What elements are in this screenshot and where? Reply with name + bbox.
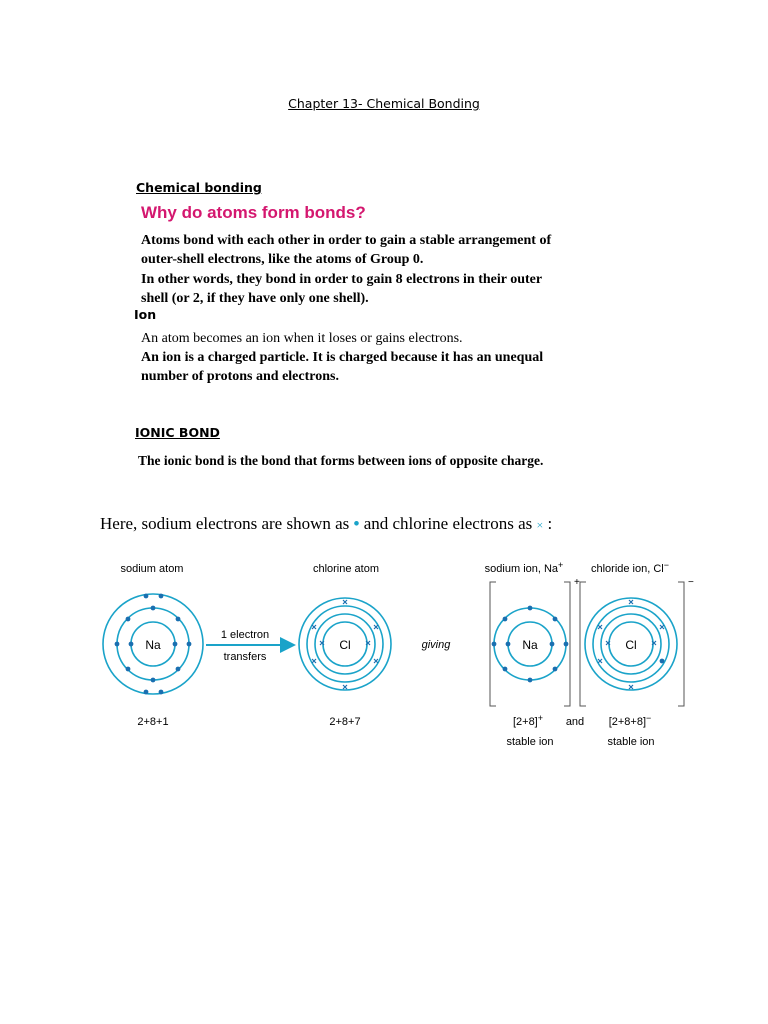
paragraph-ion (141, 329, 601, 386)
question-heading: Why do atoms form bonds? (141, 203, 366, 222)
text-line: An atom becomes an ion when it loses or gains electrons. (141, 331, 463, 346)
arrow-label-line2: transfers (223, 651, 267, 663)
superscript: − (646, 713, 652, 723)
ionic-bonding-diagram (0, 550, 768, 760)
text-line: Atoms bond with each other in order to gain a stable arrangement of (141, 233, 552, 248)
label-text: chloride ion, Cl (590, 563, 664, 575)
text-line: An ion is a charged particle. It is charged because it has an unequal (141, 350, 544, 365)
label-giving: giving (421, 639, 451, 651)
config-sodium-ion (513, 713, 543, 728)
cross-symbol: × (536, 518, 544, 532)
label-chloride-ion (591, 560, 669, 575)
label-stable-ion-cl: stable ion (607, 736, 655, 748)
symbol-na-ion: Na (522, 638, 538, 652)
label-sodium-atom: sodium atom (120, 563, 184, 575)
bracket-charge-minus: − (688, 577, 694, 588)
config-sodium: 2+8+1 (137, 716, 169, 728)
arrow-label-line1: 1 electron (220, 629, 270, 641)
paragraph-eight-electrons (141, 270, 581, 308)
chapter-title: Chapter 13- Chemical Bonding (288, 96, 480, 111)
superscript: + (558, 560, 564, 570)
label-and: and (565, 716, 585, 728)
intro-text: : (547, 514, 553, 533)
config-chlorine: 2+8+7 (329, 716, 361, 728)
text-line: outer-shell electrons, like the atoms of Group 0. (141, 252, 424, 267)
dot-symbol: • (353, 514, 360, 533)
symbol-cl-ion: Cl (625, 638, 637, 652)
intro-text: Here, sodium electrons are shown as (100, 514, 350, 533)
ionic-bond-definition: The ionic bond is the bond that forms between ions of opposite charge. (138, 453, 544, 468)
bracket-charge-plus: + (574, 577, 580, 588)
config-text: [2+8] (512, 716, 538, 728)
symbol-na: Na (145, 638, 161, 652)
label-sodium-ion (485, 560, 564, 575)
config-text: [2+8+8] (608, 716, 647, 728)
superscript: + (537, 713, 544, 723)
transferred-electron (660, 659, 665, 664)
paragraph-stable-arrangement (141, 231, 581, 269)
heading-chemical-bonding: Chemical bonding (136, 180, 262, 195)
superscript: − (663, 560, 670, 570)
label-text: sodium ion, Na (484, 563, 559, 575)
text-line: In other words, they bond in order to gain 8 electrons in their outer (141, 272, 543, 287)
label-chlorine-atom: chlorine atom (312, 563, 380, 575)
bracket-right-cl-ion (678, 582, 684, 706)
intro-text: and chlorine electrons as (363, 514, 533, 533)
heading-ion: Ion (134, 307, 157, 322)
text-line: number of protons and electrons. (141, 369, 339, 384)
symbol-cl: Cl (339, 638, 351, 652)
text-line: shell (or 2, if they have only one shell). (141, 291, 369, 306)
config-chloride-ion (609, 713, 652, 728)
heading-ionic-bond: IONIC BOND (135, 425, 220, 440)
label-stable-ion-na: stable ion (506, 736, 554, 748)
diagram-intro (100, 514, 552, 534)
